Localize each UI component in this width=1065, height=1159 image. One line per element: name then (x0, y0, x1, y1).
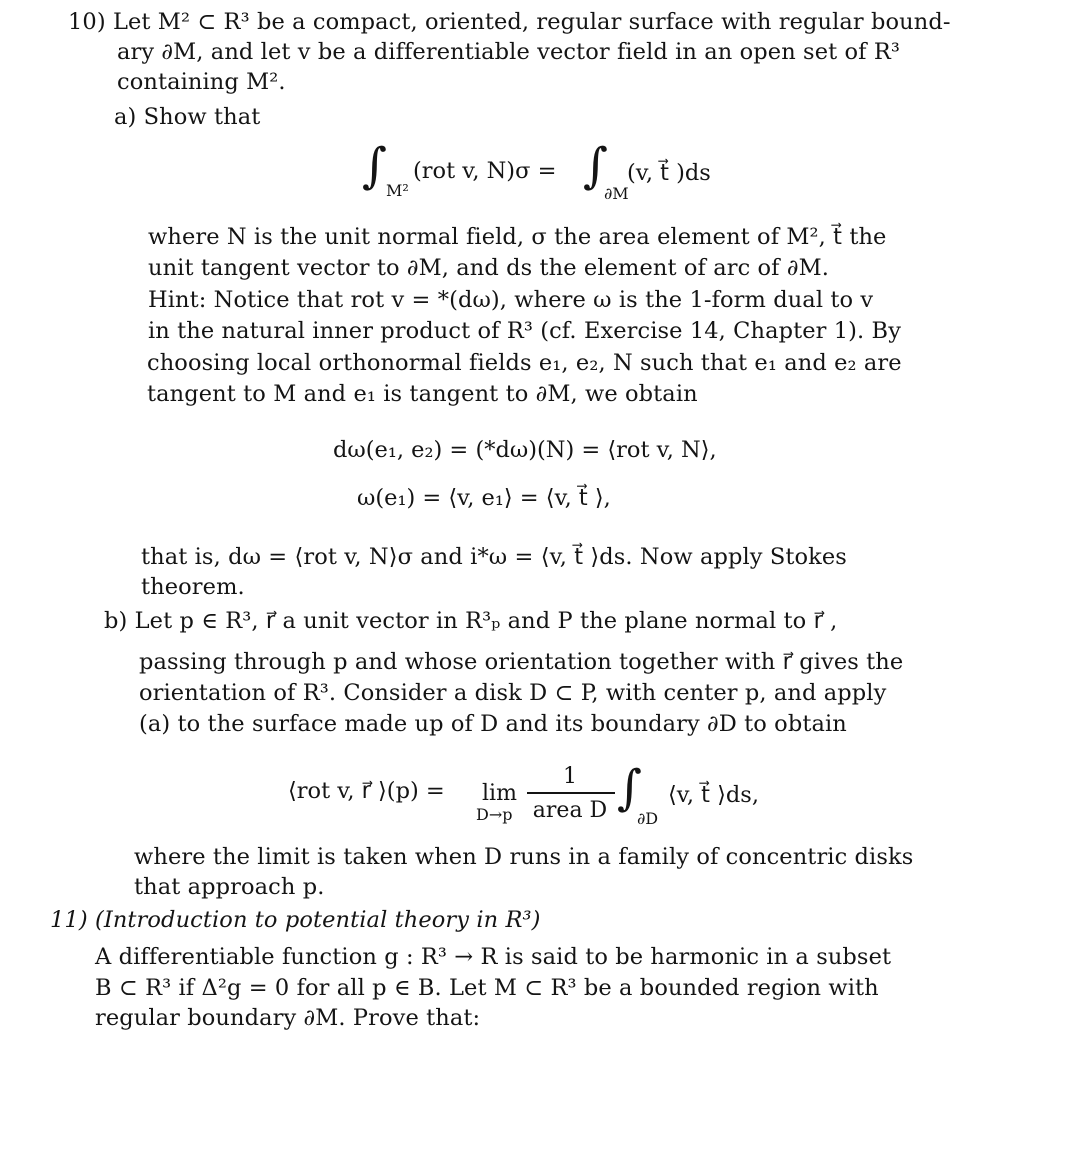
equation-right: ⟨v, t⃗ ⟩ds, (668, 782, 759, 808)
text-line: A differentiable function g : R³ → R is said to be harmonic in a subset (95, 944, 892, 970)
limit: lim (482, 781, 517, 806)
integral-subscript: ∂M (604, 184, 629, 203)
text-line: B ⊂ R³ if Δ²g = 0 for all p ∈ B. Let M ⊂ R³ be a bounded region with (95, 975, 879, 1001)
text-line: a) Show that (114, 104, 261, 130)
integral-sign: ∫ (617, 760, 643, 816)
text-line: 11) (Introduction to potential theory in R³) (50, 907, 541, 933)
text-line: b) Let p ∈ R³, r⃗ a unit vector in R³ₚ and P the plane normal to r⃗ , (104, 608, 838, 634)
text-line: where N is the unit normal field, σ the area element of M², t⃗ the (148, 224, 887, 250)
text-line: containing M². (117, 69, 286, 95)
equation: dω(e₁, e₂) = (*dω)(N) = ⟨rot v, N⟩, (333, 437, 717, 463)
text-line: 10) Let M² ⊂ R³ be a compact, oriented, regular surface with regular bound- (68, 9, 951, 35)
equation-right: (v, t⃗ )ds (627, 160, 711, 186)
text-line: tangent to M and e₁ is tangent to ∂M, we obtain (147, 381, 698, 407)
text-line: unit tangent vector to ∂M, and ds the element of arc of ∂M. (148, 255, 829, 281)
equation-left: (rot v, N)σ = (413, 158, 557, 184)
text-line: in the natural inner product of R³ (cf. Exercise 14, Chapter 1). By (148, 318, 902, 344)
text-line: regular boundary ∂M. Prove that: (95, 1005, 481, 1031)
text-line: (a) to the surface made up of D and its boundary ∂D to obtain (139, 711, 847, 737)
text-line: passing through p and whose orientation together with r⃗ gives the (139, 649, 904, 675)
fraction-bar (527, 792, 615, 794)
text-line: orientation of R³. Consider a disk D ⊂ P, with center p, and apply (139, 680, 887, 706)
limit-subscript: D→p (476, 805, 513, 824)
text-line: choosing local orthonormal fields e₁, e₂, N such that e₁ and e₂ are (147, 350, 902, 376)
text-line: where the limit is taken when D runs in a family of concentric disks (134, 844, 914, 870)
integral-sign: ∫ (583, 138, 609, 194)
text-line: ary ∂M, and let v be a differentiable vector field in an open set of R³ (117, 39, 900, 65)
integral-subscript: ∂D (637, 809, 659, 828)
fraction-numerator: 1 (563, 764, 577, 789)
equation-left: ⟨rot v, r⃗ ⟩(p) = (288, 778, 445, 804)
integral-subscript: M² (386, 181, 409, 200)
text-line: theorem. (141, 574, 245, 600)
text-line: that approach p. (134, 874, 325, 900)
equation: ω(e₁) = ⟨v, e₁⟩ = ⟨v, t⃗ ⟩, (357, 485, 611, 511)
fraction-denominator: area D (532, 798, 608, 823)
text-line: Hint: Notice that rot v = *(dω), where ω is the 1-form dual to v (148, 287, 874, 313)
integral-sign: ∫ (362, 138, 388, 194)
text-line: that is, dω = ⟨rot v, N⟩σ and i*ω = ⟨v, t⃗ ⟩ds. Now apply Stokes (141, 544, 847, 570)
